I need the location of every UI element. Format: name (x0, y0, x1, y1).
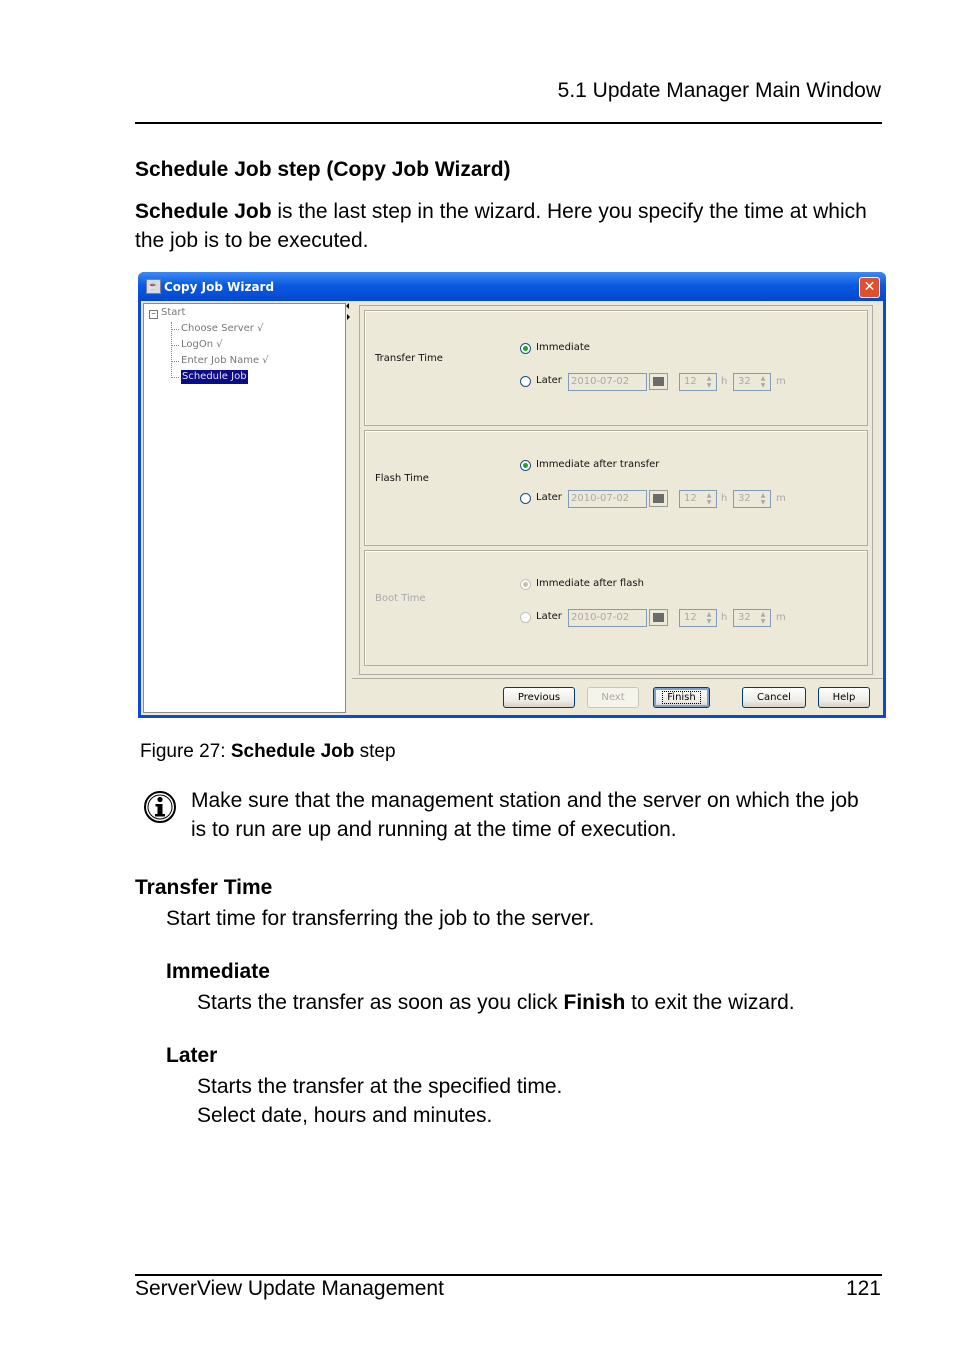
intro-text: is the last step in the wizard. Here you specify the time at which the job is to be executed. (135, 200, 867, 252)
hours-unit: h (721, 376, 728, 387)
schedule-panel (359, 305, 873, 675)
finish-button[interactable] (653, 687, 710, 708)
boot-immediate-radio[interactable] (520, 579, 531, 590)
footer-product-name: ServerView Update Management (135, 1277, 444, 1300)
info-icon (143, 790, 177, 824)
finish-button-label: Finish (662, 691, 700, 704)
hours-unit: h (721, 612, 728, 623)
boot-time-group (364, 550, 868, 666)
desc-immediate (197, 988, 795, 1017)
calendar-icon (653, 494, 664, 503)
split-pane-divider[interactable] (346, 301, 352, 715)
figure-caption-bold: Schedule Job (230, 741, 355, 762)
flash-time-group (364, 430, 868, 546)
transfer-date-picker-button[interactable] (649, 373, 668, 390)
flash-date-picker-button[interactable] (649, 490, 668, 507)
close-button[interactable]: ✕ (859, 277, 880, 298)
wizard-steps-tree[interactable] (143, 303, 346, 713)
copy-job-wizard-window (138, 272, 886, 718)
collapse-left-arrow-icon[interactable] (346, 303, 349, 309)
flash-date-field[interactable]: 2010-07-02 (568, 490, 647, 508)
boot-minutes-value: 32 (738, 612, 751, 623)
tree-connector (171, 361, 179, 362)
boot-immediate-label[interactable]: Immediate after flash (536, 578, 644, 589)
transfer-hours-value: 12 (684, 376, 697, 387)
hours-unit: h (721, 493, 728, 504)
boot-hours-value: 12 (684, 612, 697, 623)
desc-immediate-bold: Finish (563, 991, 626, 1014)
spinner-arrows-icon[interactable]: ▲ ▼ (760, 611, 766, 625)
figure-caption-suffix: step (354, 741, 396, 762)
running-header: 5.1 Update Manager Main Window (557, 79, 881, 102)
boot-hours-spinner[interactable] (679, 609, 717, 627)
spinner-arrows-icon[interactable]: ▲ ▼ (706, 611, 712, 625)
term-transfer-time: Transfer Time (135, 876, 273, 899)
spinner-arrows-icon[interactable]: ▲ ▼ (760, 375, 766, 389)
term-later: Later (166, 1044, 218, 1067)
boot-date-picker-button[interactable] (649, 609, 668, 626)
transfer-time-label: Transfer Time (375, 353, 443, 364)
spinner-arrows-icon[interactable]: ▲ ▼ (760, 492, 766, 506)
flash-time-label: Flash Time (375, 473, 429, 484)
transfer-minutes-spinner[interactable] (733, 373, 771, 391)
tree-root-start[interactable]: Start (161, 307, 186, 318)
flash-later-radio[interactable] (520, 493, 531, 504)
desc-transfer-time: Start time for transferring the job to the server. (166, 907, 595, 930)
tree-item-schedule-job[interactable]: Schedule Job (182, 371, 247, 382)
boot-minutes-spinner[interactable] (733, 609, 771, 627)
calendar-icon (653, 377, 664, 386)
boot-date-field[interactable]: 2010-07-02 (568, 609, 647, 627)
java-cup-icon: ☕ (146, 279, 161, 294)
note-text: Make sure that the management station and the server on which the job is to run are up and running at the time of execution. (191, 789, 859, 841)
footer-rule (135, 1274, 882, 1276)
title-bar[interactable] (138, 272, 886, 301)
flash-hours-spinner[interactable] (679, 490, 717, 508)
tree-connector (171, 377, 179, 378)
tree-connector (171, 345, 179, 346)
tree-connector (171, 322, 172, 376)
boot-time-label: Boot Time (375, 593, 426, 604)
transfer-later-label[interactable]: Later (536, 375, 562, 386)
transfer-date-field[interactable]: 2010-07-02 (568, 373, 647, 391)
transfer-later-radio[interactable] (520, 376, 531, 387)
transfer-hours-spinner[interactable] (679, 373, 717, 391)
spinner-arrows-icon[interactable]: ▲ ▼ (706, 492, 712, 506)
window-client-area (141, 301, 883, 715)
transfer-immediate-radio[interactable] (520, 343, 531, 354)
calendar-icon (653, 613, 664, 622)
minutes-unit: m (776, 612, 786, 623)
desc-immediate-pre: Starts the transfer as soon as you click (197, 991, 564, 1014)
figure-caption (140, 741, 396, 763)
header-rule (135, 122, 882, 124)
previous-button[interactable]: Previous (503, 687, 575, 708)
flash-minutes-value: 32 (738, 493, 751, 504)
section-title: Schedule Job step (Copy Job Wizard) (135, 158, 511, 181)
boot-later-label[interactable]: Later (536, 611, 562, 622)
flash-minutes-spinner[interactable] (733, 490, 771, 508)
collapse-icon[interactable]: − (149, 310, 158, 319)
page-number: 121 (845, 1277, 881, 1300)
flash-later-label[interactable]: Later (536, 492, 562, 503)
flash-immediate-label[interactable]: Immediate after transfer (536, 459, 660, 470)
tree-item-enter-job-name[interactable]: Enter Job Name √ (181, 355, 269, 366)
flash-immediate-radio[interactable] (520, 460, 531, 471)
window-title: Copy Job Wizard (164, 280, 275, 294)
minutes-unit: m (776, 493, 786, 504)
term-immediate: Immediate (166, 960, 270, 983)
next-button[interactable]: Next (587, 687, 639, 708)
expand-right-arrow-icon[interactable] (347, 314, 350, 320)
intro-paragraph (135, 197, 875, 255)
button-bar-divider (352, 678, 883, 679)
transfer-time-group (364, 310, 868, 426)
intro-bold: Schedule Job (135, 200, 272, 223)
desc-immediate-post: to exit the wizard. (625, 991, 795, 1014)
spinner-arrows-icon[interactable]: ▲ ▼ (706, 375, 712, 389)
minutes-unit: m (776, 376, 786, 387)
boot-later-radio[interactable] (520, 612, 531, 623)
desc-later-line1: Starts the transfer at the specified time. (197, 1075, 563, 1098)
transfer-minutes-value: 32 (738, 376, 751, 387)
flash-hours-value: 12 (684, 493, 697, 504)
tree-item-logon[interactable]: LogOn √ (181, 339, 223, 350)
help-button[interactable]: Help (818, 687, 870, 708)
cancel-button[interactable]: Cancel (742, 687, 806, 708)
transfer-immediate-label[interactable]: Immediate (536, 342, 590, 353)
tree-connector (171, 329, 179, 330)
figure-caption-prefix: Figure 27: (140, 741, 231, 762)
desc-later-line2: Select date, hours and minutes. (197, 1104, 493, 1127)
tree-item-choose-server[interactable]: Choose Server √ (181, 323, 264, 334)
